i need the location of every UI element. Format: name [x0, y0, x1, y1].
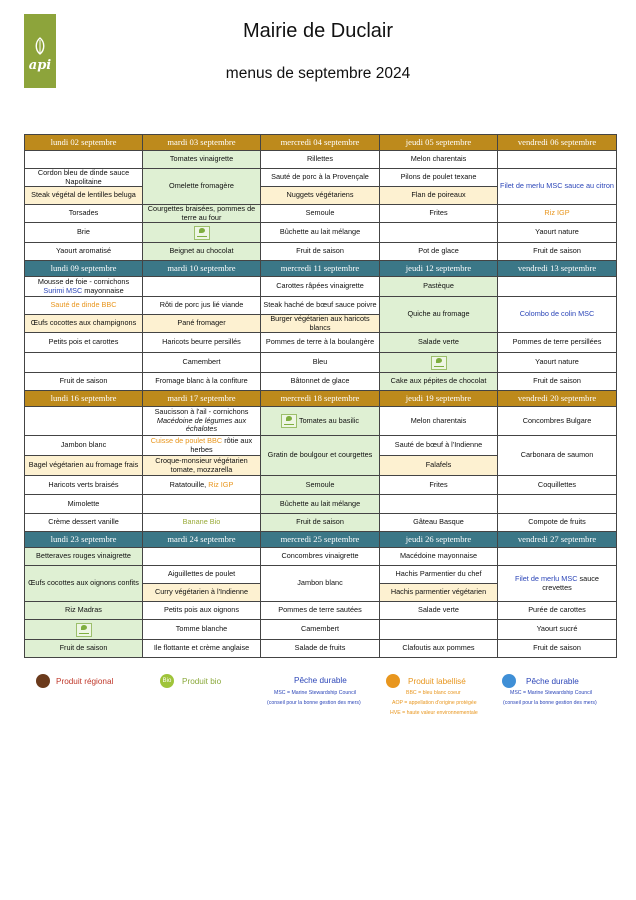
day-header: vendredi 20 septembre	[498, 391, 617, 407]
menu-cell	[143, 407, 261, 436]
page-title: Mairie de Duclair	[242, 20, 394, 42]
menu-cell: Mimolette	[25, 495, 143, 514]
menu-cell: Bûchette au lait mélange	[261, 495, 380, 514]
menu-cell: Fruit de saison	[25, 640, 143, 658]
logo-text: api	[28, 58, 52, 73]
cell-text: Mousse de foie - cornichons	[37, 277, 130, 287]
day-header: mardi 10 septembre	[143, 261, 261, 277]
table-row	[25, 353, 617, 373]
menu-cell: Fruit de saison	[261, 514, 380, 532]
menu-cell: Petits pois et carottes	[25, 333, 143, 353]
menu-cell: Concombres Bulgare	[498, 407, 617, 436]
menu-cell	[25, 353, 143, 373]
menu-cell: Banane Bio	[143, 514, 261, 532]
table-row	[25, 373, 617, 391]
legend-note: AOP = appellation d'origine protégée	[392, 700, 477, 706]
menu-cell	[380, 620, 498, 640]
menu-cell: Brie	[25, 223, 143, 243]
menu-cell: Concombres vinaigrette	[261, 548, 380, 566]
menu-cell: Yaourt nature	[498, 223, 617, 243]
day-header: mardi 17 septembre	[143, 391, 261, 407]
menu-cell: Cake aux pépites de chocolat	[380, 373, 498, 391]
menu-cell: Haricots verts braisés	[25, 476, 143, 495]
table-row	[25, 640, 617, 658]
menu-cell	[25, 407, 143, 436]
menu-cell: Quiche au fromage	[380, 297, 498, 333]
menu-cell	[143, 495, 261, 514]
cell-text: Ratatouille,	[169, 479, 207, 489]
week-header-row	[25, 135, 617, 151]
menu-cell: Melon charentais	[380, 151, 498, 169]
menu-cell: Camembert	[261, 620, 380, 640]
menu-cell: Semoule	[261, 205, 380, 223]
table-row	[25, 566, 617, 584]
cell-text: Tomates au basilic	[298, 415, 359, 425]
table-row	[25, 205, 617, 223]
day-header: lundi 09 septembre	[25, 261, 143, 277]
cell-text: Surimi MSC	[43, 285, 83, 295]
menu-cell: Pot de glace	[380, 243, 498, 261]
menu-cell	[143, 548, 261, 566]
menu-cell: Bleu	[261, 353, 380, 373]
menu-cell: Frites	[380, 205, 498, 223]
day-header: vendredi 27 septembre	[498, 532, 617, 548]
menu-cell: Riz Madras	[25, 602, 143, 620]
vegetarian-icon	[281, 414, 297, 428]
menu-cell: Steak haché de bœuf sauce poivre	[261, 297, 380, 315]
menu-cell: Sauté de bœuf à l'Indienne	[380, 436, 498, 456]
label-icon	[386, 674, 400, 688]
week-header-row	[25, 261, 617, 277]
menu-cell: Carbonara de saumon	[498, 436, 617, 476]
menu-cell: Tomme blanche	[143, 620, 261, 640]
menu-cell	[25, 151, 143, 169]
menu-cell: Ile flottante et crème anglaise	[143, 640, 261, 658]
menu-cell: Fruit de saison	[261, 243, 380, 261]
table-row	[25, 243, 617, 261]
table-row	[25, 333, 617, 353]
cell-text: Cuisse de poulet BBC	[150, 436, 223, 446]
menu-cell	[498, 277, 617, 297]
menu-cell: Burger végétarien aux haricots blancs	[261, 315, 380, 333]
menu-cell: Fruit de saison	[498, 373, 617, 391]
menu-cell: Flan de poireaux	[380, 187, 498, 205]
table-row	[25, 169, 617, 187]
menu-cell: Colombo de colin MSC	[498, 297, 617, 333]
day-header: jeudi 12 septembre	[380, 261, 498, 277]
menu-cell: Filet de merlu MSC sauce au citron	[498, 169, 617, 205]
menu-cell: Yaourt nature	[498, 353, 617, 373]
menu-cell: Rillettes	[261, 151, 380, 169]
menu-cell: Œufs cocottes aux oignons confits	[25, 566, 143, 602]
page-subtitle: menus de septembre 2024	[225, 65, 411, 82]
table-row	[25, 620, 617, 640]
legend-note: (conseil pour la bonne gestion des mers)	[503, 700, 597, 706]
table-row	[25, 223, 617, 243]
table-row	[25, 548, 617, 566]
menu-cell: Fruit de saison	[25, 373, 143, 391]
legend-label: Produit labellisé	[408, 677, 466, 686]
fish-icon	[502, 674, 516, 688]
legend-label: Produit bio	[182, 677, 222, 686]
menu-cell: Pommes de terre sautées	[261, 602, 380, 620]
legend-note: (conseil pour la bonne gestion des mers)	[267, 700, 361, 706]
menu-cell	[143, 277, 261, 297]
menu-cell: Haricots beurre persillés	[143, 333, 261, 353]
menu-cell: Melon charentais	[380, 407, 498, 436]
menu-cell: Steak végétal de lentilles beluga	[25, 187, 143, 205]
menu-cell	[25, 277, 143, 297]
menu-cell	[498, 548, 617, 566]
table-row	[25, 495, 617, 514]
day-header: lundi 16 septembre	[25, 391, 143, 407]
cell-text: mayonnaise	[84, 285, 124, 295]
table-row	[25, 407, 617, 436]
menu-cell: Sauté de dinde BBC	[25, 297, 143, 315]
table-row	[25, 514, 617, 532]
menu-cell: Petits pois aux oignons	[143, 602, 261, 620]
menu-cell	[498, 495, 617, 514]
cell-text: Saucisson à l'ail - cornichons	[154, 407, 249, 417]
menu-cell: Pastèque	[380, 277, 498, 297]
vegetarian-icon	[431, 356, 447, 370]
menu-cell: Hachis Parmentier du chef	[380, 566, 498, 584]
menu-cell: Riz IGP	[498, 205, 617, 223]
cell-text: Filet de merlu MSC	[515, 574, 578, 584]
menu-cell: Nuggets végétariens	[261, 187, 380, 205]
menu-cell: Gratin de boulgour et courgettes	[261, 436, 380, 476]
menu-cell: Pilons de poulet texane	[380, 169, 498, 187]
menu-cell: Coquillettes	[498, 476, 617, 495]
menu-cell	[143, 223, 261, 243]
menu-cell: Omelette fromagère	[143, 169, 261, 205]
legend-label: Produit régional	[56, 677, 114, 686]
cell-text: Riz IGP	[208, 479, 234, 489]
legend-note: MSC = Marine Stewardship Council	[510, 690, 593, 696]
cell-text: sauce crevettes	[542, 574, 599, 592]
menu-cell: Falafels	[380, 456, 498, 476]
day-header: mercredi 04 septembre	[261, 135, 380, 151]
legend-note: BBC = bleu blanc coeur	[406, 690, 461, 696]
table-row	[25, 602, 617, 620]
menu-cell: Pané fromager	[143, 315, 261, 333]
menu-cell: Frites	[380, 476, 498, 495]
menu-cell: Salade verte	[380, 602, 498, 620]
menu-cell: Betteraves rouges vinaigrette	[25, 548, 143, 566]
menu-cell: Purée de carottes	[498, 602, 617, 620]
menu-cell: Salade de fruits	[261, 640, 380, 658]
menu-cell: Tomates vinaigrette	[143, 151, 261, 169]
menu-cell	[498, 566, 617, 602]
day-header: mercredi 18 septembre	[261, 391, 380, 407]
vegetarian-icon	[76, 623, 92, 637]
menu-cell: Courgettes braisées, pommes de terre au four	[143, 205, 261, 223]
menu-cell: Fruit de saison	[498, 243, 617, 261]
menu-cell: Rôti de porc jus lié viande	[143, 297, 261, 315]
legend-note: MSC = Marine Stewardship Council	[274, 690, 357, 696]
legend-label: Pêche durable	[294, 676, 347, 685]
menu-cell	[261, 407, 380, 436]
day-header: mercredi 25 septembre	[261, 532, 380, 548]
menu-cell: Carottes râpées vinaigrette	[261, 277, 380, 297]
day-header: vendredi 06 septembre	[498, 135, 617, 151]
day-header: jeudi 19 septembre	[380, 391, 498, 407]
menu-cell	[143, 476, 261, 495]
menu-cell: Crème dessert vanille	[25, 514, 143, 532]
table-row	[25, 297, 617, 315]
menu-cell: Torsades	[25, 205, 143, 223]
menu-cell: Hachis parmentier végétarien	[380, 584, 498, 602]
table-row	[25, 277, 617, 297]
day-header: mardi 24 septembre	[143, 532, 261, 548]
day-header: jeudi 05 septembre	[380, 135, 498, 151]
day-header: lundi 23 septembre	[25, 532, 143, 548]
menu-cell: Curry végétarien à l'Indienne	[143, 584, 261, 602]
menu-cell	[380, 353, 498, 373]
menu-cell	[380, 223, 498, 243]
bio-icon: Bio	[160, 674, 174, 688]
week-header-row	[25, 532, 617, 548]
day-header: jeudi 26 septembre	[380, 532, 498, 548]
day-header: mercredi 11 septembre	[261, 261, 380, 277]
menu-cell: Compote de fruits	[498, 514, 617, 532]
menu-cell	[380, 495, 498, 514]
menu-cell: Bâtonnet de glace	[261, 373, 380, 391]
menu-cell: Pommes de terre persillées	[498, 333, 617, 353]
menu-cell: Beignet au chocolat	[143, 243, 261, 261]
menu-cell	[498, 151, 617, 169]
menu-cell: Salade verte	[380, 333, 498, 353]
menu-cell: Cordon bleu de dinde sauce Napolitaine	[25, 169, 143, 187]
week-header-row	[25, 391, 617, 407]
menu-cell: Clafoutis aux pommes	[380, 640, 498, 658]
table-row	[25, 476, 617, 495]
day-header: mardi 03 septembre	[143, 135, 261, 151]
table-row	[25, 436, 617, 456]
menu-cell: Œufs cocottes aux champignons	[25, 315, 143, 333]
menu-cell: Fromage blanc à la confiture	[143, 373, 261, 391]
vegetarian-icon	[194, 226, 210, 240]
cell-text: Macédoine de légumes aux échalotes	[156, 415, 247, 434]
menu-cell: Bûchette au lait mélange	[261, 223, 380, 243]
menu-cell: Jambon blanc	[261, 566, 380, 602]
day-header: vendredi 13 septembre	[498, 261, 617, 277]
menu-cell: Yaourt sucré	[498, 620, 617, 640]
menu-table	[24, 134, 617, 658]
menu-cell: Gâteau Basque	[380, 514, 498, 532]
menu-cell: Fruit de saison	[498, 640, 617, 658]
menu-cell: Croque-monsieur végétarien tomate, mozzarella	[143, 456, 261, 476]
menu-cell: Macédoine mayonnaise	[380, 548, 498, 566]
menu-cell: Jambon blanc	[25, 436, 143, 456]
menu-cell: Semoule	[261, 476, 380, 495]
menu-cell	[25, 620, 143, 640]
menu-cell: Camembert	[143, 353, 261, 373]
menu-cell	[143, 436, 261, 456]
table-row	[25, 151, 617, 169]
menu-cell: Aiguillettes de poulet	[143, 566, 261, 584]
menu-cell: Sauté de porc à la Provençale	[261, 169, 380, 187]
menu-cell: Bagel végétarien au fromage frais	[25, 456, 143, 476]
cell-text: rôtie aux herbes	[190, 436, 253, 454]
legend-note: HVE = haute valeur environnementale	[390, 710, 478, 716]
menu-cell: Yaourt aromatisé	[25, 243, 143, 261]
menu-cell: Pommes de terre à la boulangère	[261, 333, 380, 353]
legend-label: Pêche durable	[526, 677, 579, 686]
day-header: lundi 02 septembre	[25, 135, 143, 151]
regional-product-icon	[36, 674, 50, 688]
